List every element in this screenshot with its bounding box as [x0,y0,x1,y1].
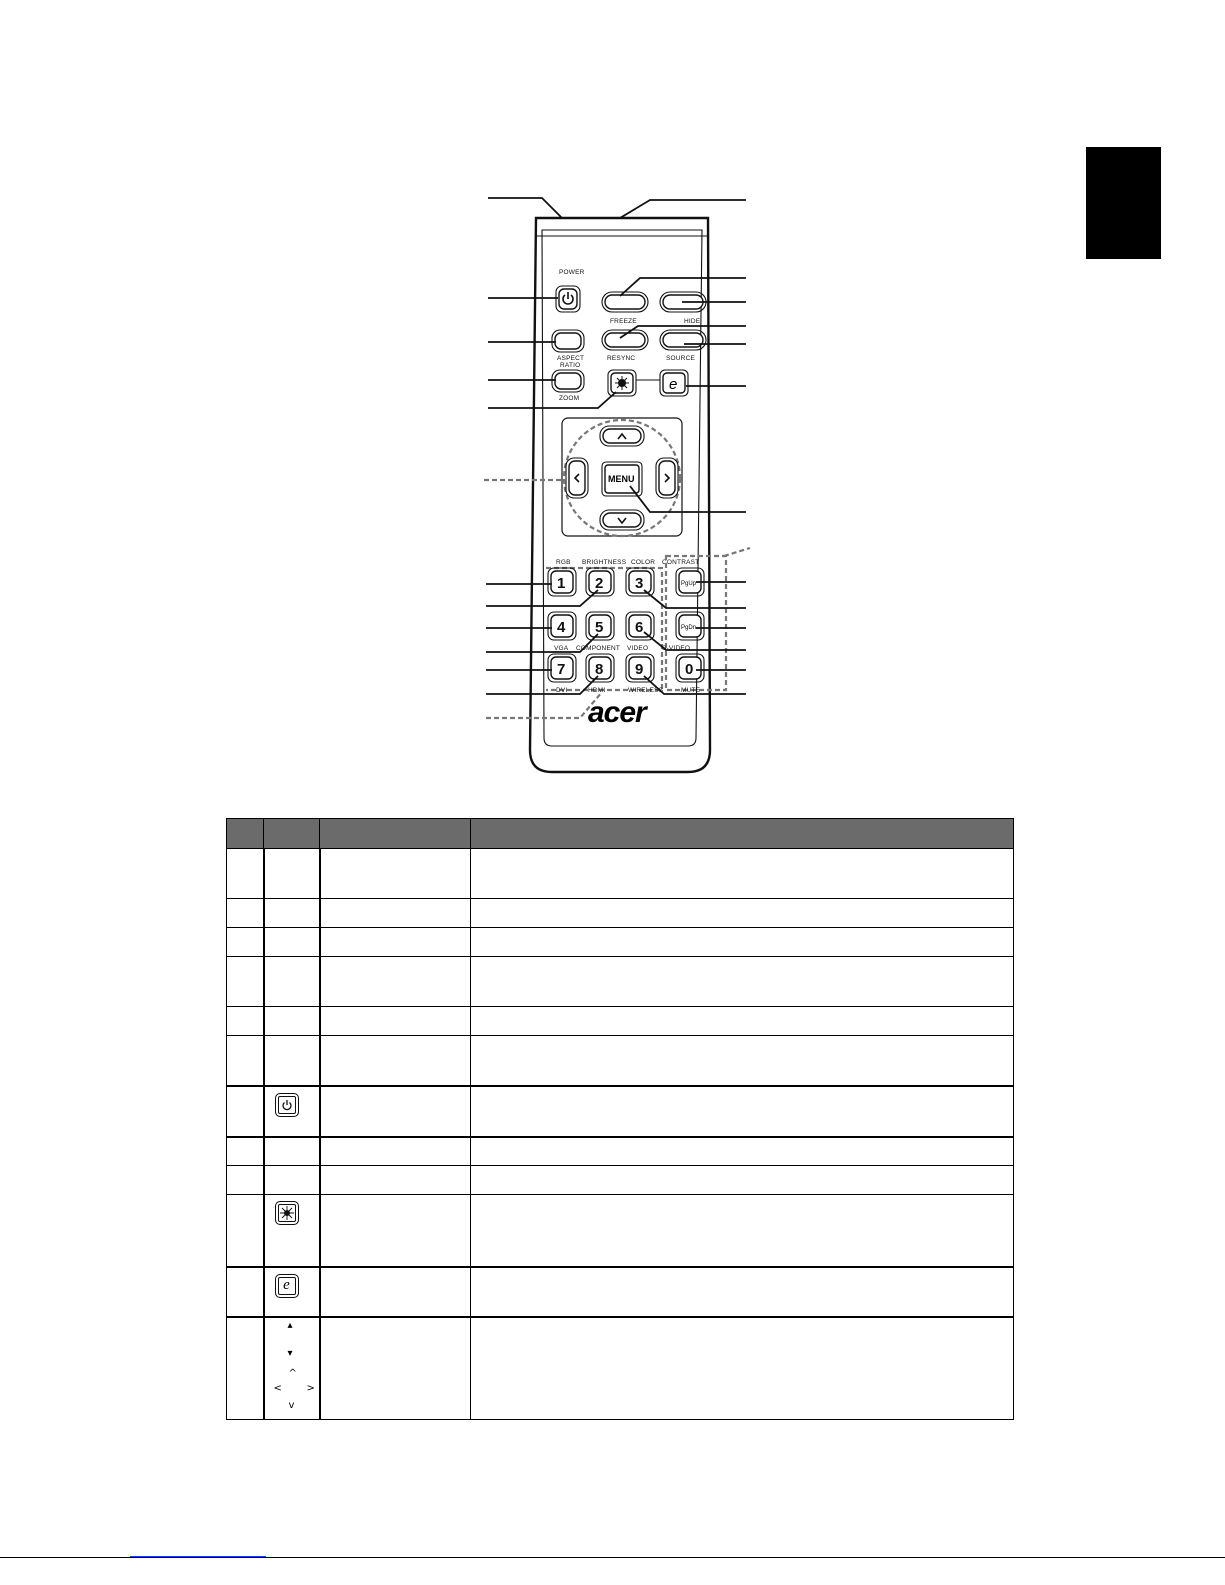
footer-rule [0,1557,1225,1558]
header-description [471,819,1014,849]
key-5-label: 5 [595,619,604,636]
hdmi-label: HDMI [588,687,606,694]
left-button[interactable] [566,458,588,498]
component-label: COMPONENT [576,645,621,652]
dvi-label: DVI [556,687,568,694]
freeze-label: FREEZE [610,318,637,325]
key-1[interactable] [548,568,576,596]
menu-label: MENU [608,474,635,484]
key-4[interactable] [548,612,576,640]
footer-link-underline[interactable] [130,1556,266,1557]
s-video-label: S-VIDEO [662,645,691,652]
page-up-mark-icon: ▴ [287,1319,293,1331]
table-row [227,1317,1014,1420]
acer-logo: acer [588,696,646,729]
source-button[interactable] [660,330,706,350]
hide-label: HIDE [684,318,701,325]
header-icon [264,819,320,849]
table-row [227,1195,1014,1267]
key-2-label: 2 [595,575,604,592]
section-tab [1086,147,1161,259]
menu-button[interactable] [602,462,642,496]
vga-label: VGA [554,645,569,652]
right-arrow-icon: > [306,1382,315,1394]
key-4-label: 4 [557,619,566,636]
table-row [227,1137,1014,1166]
aspect-ratio-label-1: ASPECT [557,355,585,362]
mute-label: MUTE [681,687,701,694]
key-7-label: 7 [557,661,566,678]
key-0-label: 0 [685,661,694,678]
table-row [227,1086,1014,1137]
table-row [227,957,1014,1007]
laser-button[interactable] [608,370,636,396]
header-function [320,819,471,849]
left-arrow-icon: < [273,1382,282,1394]
key-1-label: 1 [557,575,566,592]
header-number [227,819,264,849]
key-3[interactable] [626,568,654,596]
table-row [227,1007,1014,1036]
key-2[interactable] [586,568,614,596]
zoom-label: ZOOM [559,395,580,402]
power-icon [275,1093,299,1117]
video-label: VIDEO [627,645,649,652]
table-row [227,1267,1014,1317]
aspect-ratio-label-2: RATIO [560,362,581,369]
navigation-icons [271,1320,319,1420]
brightness-label: BRIGHTNESS [582,559,627,566]
empowering-key-icon [275,1274,299,1298]
key-8[interactable] [586,654,614,682]
table-row [227,849,1014,899]
callout-left-top [488,198,562,218]
callout-right-top [620,200,746,218]
key-3-label: 3 [635,575,644,592]
up-arrow-icon: ^ [288,1367,297,1379]
key-9-label: 9 [635,661,644,678]
empowering-key-glyph: e [283,1277,290,1293]
key-6-label: 6 [635,619,644,636]
pgup-label: PgUp [681,581,697,587]
laser-icon [275,1201,299,1225]
resync-label: RESYNC [607,355,636,362]
table-row [227,899,1014,928]
color-label: COLOR [631,559,656,566]
table-header-row [227,819,1014,849]
callout-page-group [724,548,750,556]
pgdn-button[interactable] [676,612,704,640]
pgdn-label: PgDn [681,625,697,631]
power-label: POWER [559,269,585,276]
laser-icon [615,376,629,390]
wireless-label: WIRELESS [628,687,664,694]
down-arrow-icon: v [288,1399,295,1411]
page-down-mark-icon: ▾ [287,1347,293,1359]
key-9[interactable] [626,654,654,682]
key-5[interactable] [586,612,614,640]
empowering-key-button[interactable] [660,370,688,396]
remote-control-illustration [470,180,770,800]
source-label: SOURCE [666,355,696,362]
table-row [227,928,1014,957]
resync-button[interactable] [602,330,648,350]
right-button[interactable] [656,458,678,498]
key-7[interactable] [548,654,576,682]
key-8-label: 8 [595,661,604,678]
remote-function-table [226,818,1014,1420]
rgb-label: RGB [556,559,571,566]
table-row [227,1036,1014,1086]
key-0[interactable] [676,654,704,682]
freeze-button[interactable] [602,292,648,312]
empowering-key-icon: e [669,376,678,393]
table-row [227,1166,1014,1195]
contrast-label: CONTRAST [662,559,700,566]
